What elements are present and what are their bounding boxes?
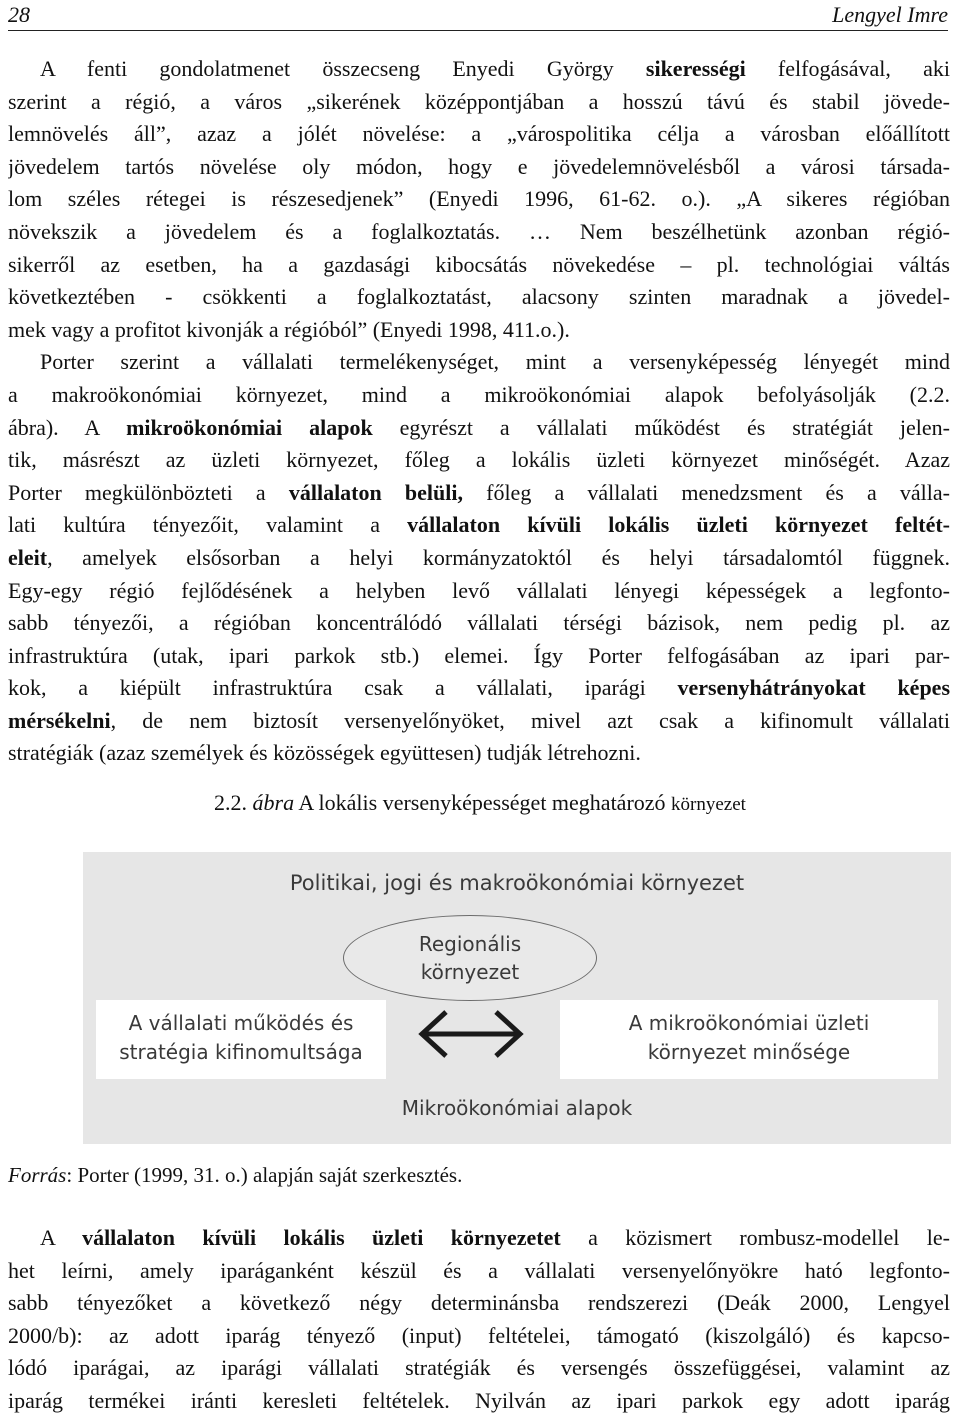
regional-environment-oval [343, 915, 597, 1001]
text-line: mek vagy a profitot kivonják a régióból” (Enyedi 1998, 411.o.). [8, 316, 570, 342]
text-line: tik, másrészt az üzleti környezet, főleg a lokális üzleti környezet minőségét. Azaz [8, 447, 950, 473]
text-line: a makroökonómiai környezet, mind a mikroökonómiai alapok befolyásolják (2.2. [8, 381, 950, 407]
text-line: kok, a kiépült infrastruktúra csak a vállalati, iparági versenyhátrányokat képes [8, 675, 950, 701]
text-line: jövedelem tartós növelése oly módon, hogy e jövedelemnövelésből a városi társada- [8, 153, 950, 179]
text-line: következtében - csökkenti a foglalkoztatást, alacsony szinten maradnak a jövedel- [8, 284, 950, 310]
text-line: sabb tényezői, a régióban koncentrálódó vállalati térségi bázisok, nem pedig pl. az [8, 610, 950, 636]
text-line: lati kultúra tényezőit, valamint a vállalaton kívüli lokális üzleti környezet feltét- [8, 512, 950, 538]
text-line: ábra). A mikroökonómiai alapok egyrészt a vállalati működést és stratégiát jelen- [8, 414, 950, 440]
text-line: 2000/b): az adott iparág tényező (input) feltételei, támogató (kiszolgáló) és kapcso- [8, 1322, 950, 1348]
macro-environment-label: Politikai, jogi és makroökonómiai környezet [289, 871, 745, 895]
text-line: A fenti gondolatmenet összecseng Enyedi György sikerességi felfogásával, aki [40, 56, 950, 81]
source-label: Forrás [8, 1163, 67, 1187]
text-line: mérsékelni, de nem biztosít versenyelőnyöket, mivel azt csak a kifinomult vállalati [8, 707, 950, 733]
text-line: stratégiák (azaz személyek és közösségek együttesen) tudják létrehozni. [8, 740, 641, 766]
oval-line: környezet [420, 960, 520, 984]
caption-tail: környezet [671, 794, 746, 815]
oval-line: Regionális [418, 932, 522, 956]
body-text-bottom [8, 1222, 950, 1418]
box-line: A vállalati működés és [128, 1011, 354, 1035]
text-line: lódó iparágai, az iparági vállalati stratégiák és versengés összefüggései, valamint az [8, 1355, 950, 1381]
text-line: Porter megkülönbözteti a vállalaton belüli, főleg a vállalati menedzsment és a válla- [8, 479, 950, 505]
text-line: A vállalaton kívüli lokális üzleti környezetet a közismert rombusz-modellel le- [40, 1225, 950, 1250]
source-text: : Porter (1999, 31. o.) alapján saját szerkesztés. [66, 1163, 463, 1187]
text-line: iparág termékei iránti keresleti feltételek. Nyilván az ipari parkok egy adott iparág [8, 1387, 950, 1413]
text-line: infrastruktúra (utak, ipari parkok stb.) elemei. Így Porter felfogásában az ipari par- [8, 642, 950, 668]
caption-text: A lokális versenyképességet meghatározó [294, 790, 672, 815]
text-line: eleit, amelyek elsősorban a helyi kormányzatoktól és helyi társadalomtól függnek. [8, 544, 950, 570]
text-line: sabb tényezőket a következő négy determinánsba rendszerezi (Deák 2000, Lengyel [8, 1290, 950, 1316]
text-line: lemnövelés áll”, azaz a jólét növelése: a „várospolitika célja a városban előállított [8, 121, 950, 147]
text-line: Porter szerint a vállalati termelékenységet, mint a versenyképesség lényegét mind [40, 349, 950, 375]
text-line: növekszik a jövedelem és a foglalkoztatás. … Nem beszélhetünk azonban régió- [8, 218, 950, 244]
running-author: Lengyel Imre [832, 2, 948, 27]
page-number: 28 [8, 2, 30, 27]
figure-caption [0, 790, 960, 816]
business-environment-box [560, 1000, 938, 1079]
caption-number: 2.2. [214, 790, 253, 815]
double-arrow-icon [412, 1008, 530, 1060]
caption-label: ábra [252, 790, 295, 815]
text-line: sikerről az esetben, ha a gazdasági kibocsátás növekedése – pl. technológiai váltás [8, 251, 950, 277]
box-line: A mikroökonómiai üzleti [628, 1011, 870, 1035]
figure-source [8, 1163, 462, 1188]
text-line: szerint a régió, a város „sikerének középpontjában a hosszú távú és stabil jövede- [8, 88, 950, 114]
firm-strategy-box [96, 1000, 386, 1079]
page-header [8, 0, 948, 31]
micro-foundations-label: Mikroökonómiai alapok [401, 1096, 633, 1120]
box-line: stratégia kifinomultsága [119, 1040, 363, 1064]
text-line: Egy-egy régió fejlődésének a helyben levő vállalati lényegi képességek a legfonto- [8, 577, 950, 603]
text-line: het leírni, amely iparáganként készül és a vállalati versenyelőnyökre ható legfonto- [8, 1257, 950, 1283]
text-line: lom széles rétegei is részesedjenek” (Enyedi 1996, 61-62. o.). „A sikeres régióban [8, 186, 950, 212]
box-line: környezet minősége [647, 1040, 851, 1064]
body-text-top [8, 53, 950, 770]
